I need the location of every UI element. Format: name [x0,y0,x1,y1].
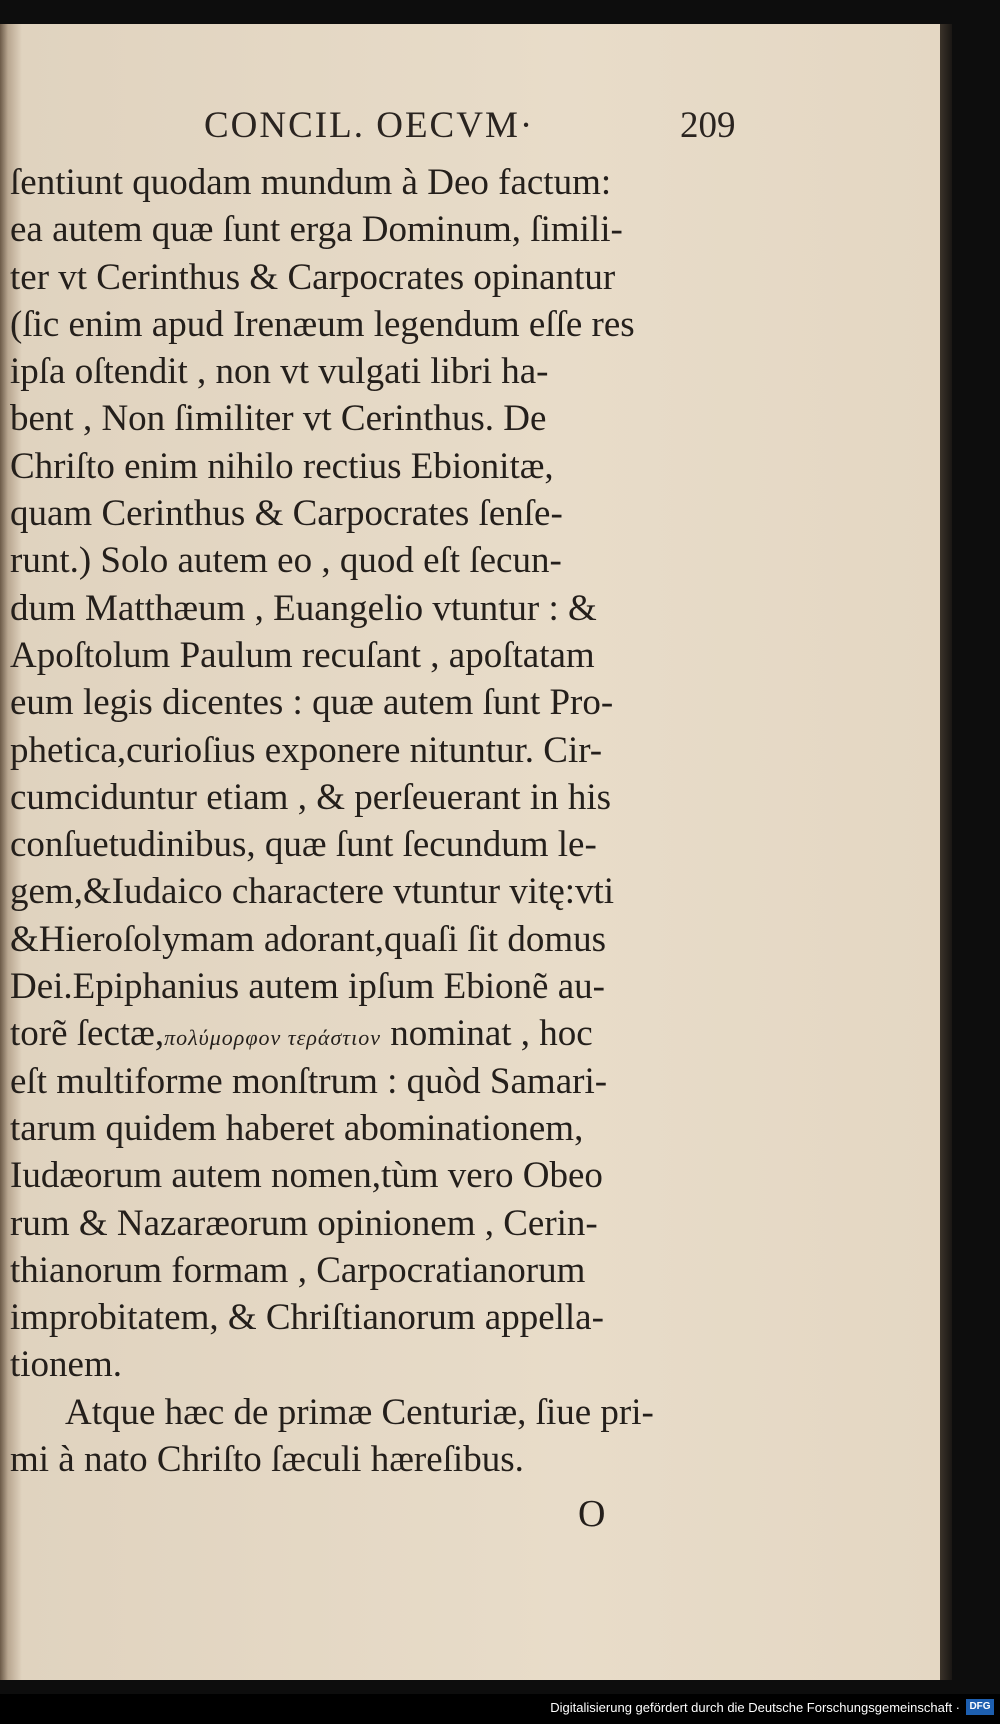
text-line: gem,&Iudaico charactere vtuntur vitę:vti [10,871,615,913]
text-line: thianorum formam , Carpocratianorum [10,1249,586,1291]
text-line: eum legis dicentes : quæ autem ſunt Pro- [10,682,614,724]
text-line: dum Matthæum , Euangelio vtuntur : & [10,587,597,629]
text-line: ter vt Cerinthus & Carpocrates opinantur [10,256,616,298]
closing-line: Atque hæc de primæ Centuriæ, ſiue pri- [65,1391,654,1433]
body-text [10,159,762,1483]
text-line: Dei.Epiphanius autem ipſum Ebionẽ au- [10,966,605,1008]
greek-phrase: πολύμορφον τεράστιον [164,1025,382,1051]
text-segment: torẽ ſectæ, [10,1013,165,1055]
text-line: bent , Non ſimiliter vt Cerinthus. De [10,398,547,440]
text-line: improbitatem, & Chriſtianorum appella- [10,1297,604,1339]
text-line: (ſic enim apud Irenæum legendum eſſe res [10,303,635,345]
text-segment: nominat , hoc [381,1013,593,1055]
page-header [0,90,940,150]
text-line-with-greek [10,1010,762,1057]
digitization-credit: Digitalisierung gefördert durch die Deutsche Forschungsgemeinschaft · [550,1700,960,1715]
text-line: ipſa oſtendit , non vt vulgati libri ha- [10,351,549,393]
running-head: CONCIL. OECVM· [204,105,535,146]
dfg-logo: DFG [966,1699,994,1715]
text-line: runt.) Solo autem eo , quod eſt ſecun- [10,540,562,582]
signature-mark: O [578,1493,606,1535]
text-line: phetica,curioſius exponere nituntur. Cir- [10,729,603,771]
page-number: 209 [680,105,736,146]
text-line: Iudæorum autem nomen,tùm vero Obeo [10,1155,603,1197]
text-line: conſuetudinibus, quæ ſunt ſecundum le- [10,824,597,866]
text-line: &Hieroſolymam adorant,quaſi ſit domus [10,918,607,960]
text-line: cumciduntur etiam , & perſeuerant in his [10,776,612,818]
text-line: Chriſto enim nihilo rectius Ebionitæ, [10,445,554,487]
text-line: quam Cerinthus & Carpocrates ſenſe- [10,493,563,535]
text-line: eſt multiforme monſtrum : quòd Samari- [10,1060,608,1102]
text-line: ſentiunt quodam mundum à Deo factum: [10,162,612,203]
page-edge [940,24,952,1680]
text-line: rum & Nazaræorum opinionem , Cerin- [10,1202,598,1244]
text-line: tarum quidem haberet abominationem, [10,1107,584,1149]
book-page [0,24,942,1680]
closing-line: mi à nato Chriſto ſæculi hæreſibus. [10,1439,524,1481]
text-line: ea autem quæ ſunt erga Dominum, ſimili- [10,209,623,251]
text-line: tionem. [10,1344,123,1386]
text-line: Apoſtolum Paulum recuſant , apoſtatam [10,634,595,676]
